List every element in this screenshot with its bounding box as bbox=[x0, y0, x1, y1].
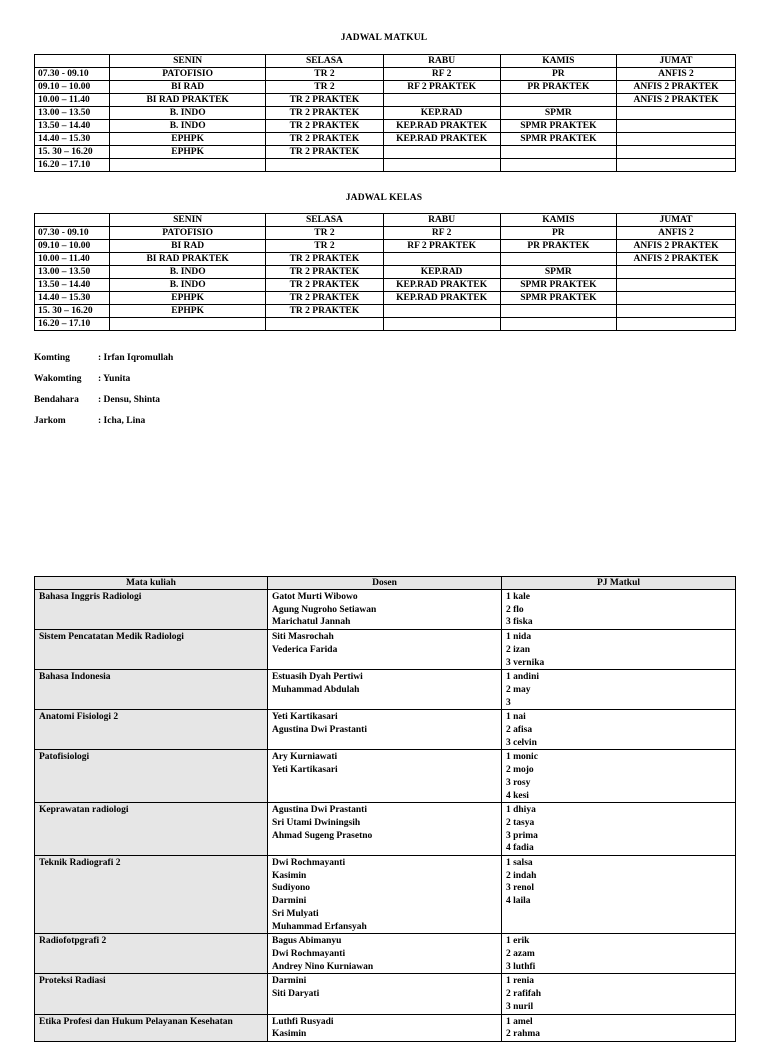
lecturer-name: Marichatul Jannah bbox=[271, 617, 351, 628]
schedule-cell: RF 2 bbox=[383, 227, 500, 240]
lecturer-name: Darmini bbox=[271, 976, 307, 987]
schedule-cell: ANFIS 2 bbox=[616, 227, 735, 240]
pj-entry: 2 izan bbox=[505, 644, 530, 655]
schedule-header-row bbox=[35, 214, 736, 227]
schedule-cell: TR 2 PRAKTEK bbox=[266, 292, 383, 305]
schedule-row bbox=[35, 120, 736, 133]
time-slot: 16.20 – 17.10 bbox=[35, 318, 110, 331]
pj-entry: 3 vernika bbox=[505, 657, 545, 668]
schedule-cell bbox=[616, 318, 735, 331]
schedule-cell: KEP.RAD bbox=[383, 266, 500, 279]
schedule-cell bbox=[109, 159, 265, 172]
lecturer-name: Andrey Nino Kurniawan bbox=[271, 961, 374, 972]
jadwal-kelas-table bbox=[34, 213, 736, 331]
officer-name: : Yunita bbox=[98, 374, 131, 384]
schedule-cell bbox=[616, 279, 735, 292]
pj-entry: 3 luthfi bbox=[505, 961, 536, 972]
time-slot: 09.10 – 10.00 bbox=[35, 81, 110, 94]
pj-entry: 2 tasya bbox=[505, 817, 535, 828]
pj-list bbox=[501, 590, 735, 630]
course-row bbox=[35, 803, 736, 856]
day-header: SELASA bbox=[266, 55, 383, 68]
lecturer-name: Yeti Kartikasari bbox=[271, 712, 338, 723]
pj-entry: 3 fiska bbox=[505, 617, 533, 628]
schedule-cell bbox=[500, 146, 616, 159]
schedule-cell: TR 2 PRAKTEK bbox=[266, 305, 383, 318]
officer-row bbox=[34, 416, 173, 437]
schedule-cell: PR PRAKTEK bbox=[500, 81, 616, 94]
schedule-cell bbox=[500, 253, 616, 266]
schedule-cell: TR 2 PRAKTEK bbox=[266, 266, 383, 279]
schedule-cell bbox=[383, 159, 500, 172]
lecturer-list bbox=[267, 974, 501, 1014]
course-row bbox=[35, 974, 736, 1014]
lecturer-name: Agustina Dwi Prastanti bbox=[271, 725, 367, 736]
jadwal-matkul-title: JADWAL MATKUL bbox=[340, 33, 428, 43]
schedule-cell: ANFIS 2 PRAKTEK bbox=[616, 240, 735, 253]
schedule-cell bbox=[383, 318, 500, 331]
schedule-cell: SPMR PRAKTEK bbox=[500, 133, 616, 146]
officer-name: : Irfan Iqromullah bbox=[98, 353, 174, 363]
time-slot: 15. 30 – 16.20 bbox=[35, 305, 110, 318]
schedule-row bbox=[35, 68, 736, 81]
schedule-row bbox=[35, 266, 736, 279]
pj-entry: 2 afisa bbox=[505, 725, 533, 736]
schedule-row bbox=[35, 81, 736, 94]
pj-entry: 3 nuril bbox=[505, 1001, 534, 1012]
lecturer-list bbox=[267, 934, 501, 974]
time-slot: 15. 30 – 16.20 bbox=[35, 146, 110, 159]
course-row bbox=[35, 710, 736, 750]
day-header: KAMIS bbox=[500, 55, 616, 68]
schedule-cell: BI RAD bbox=[109, 81, 265, 94]
course-column-header: PJ Matkul bbox=[501, 577, 735, 590]
schedule-cell bbox=[383, 94, 500, 107]
lecturer-list bbox=[267, 1014, 501, 1041]
schedule-row bbox=[35, 159, 736, 172]
pj-entry: 1 dhiya bbox=[505, 805, 536, 816]
pj-list bbox=[501, 974, 735, 1014]
lecturer-name: Darmini bbox=[271, 896, 307, 907]
schedule-row bbox=[35, 305, 736, 318]
schedule-cell: PATOFISIO bbox=[109, 227, 265, 240]
pj-entry: 1 nida bbox=[505, 632, 532, 643]
lecturer-name: Dwi Rochmayanti bbox=[271, 948, 346, 959]
lecturer-name: Dwi Rochmayanti bbox=[271, 858, 346, 869]
day-header: JUMAT bbox=[616, 55, 735, 68]
schedule-cell: KEP.RAD PRAKTEK bbox=[383, 120, 500, 133]
schedule-cell bbox=[383, 253, 500, 266]
pj-entry: 1 amel bbox=[505, 1016, 533, 1027]
schedule-cell bbox=[616, 107, 735, 120]
schedule-cell bbox=[266, 318, 383, 331]
officer-role: Wakomting bbox=[34, 374, 82, 384]
pj-list bbox=[501, 710, 735, 750]
pj-list bbox=[501, 1014, 735, 1041]
time-slot: 07.30 - 09.10 bbox=[35, 227, 110, 240]
schedule-row bbox=[35, 318, 736, 331]
lecturer-name: Ary Kurniawati bbox=[271, 752, 338, 763]
schedule-cell: TR 2 bbox=[266, 81, 383, 94]
officer-row bbox=[34, 374, 173, 395]
schedule-cell: TR 2 bbox=[266, 68, 383, 81]
course-name: Teknik Radiografi 2 bbox=[35, 856, 268, 934]
schedule-cell: KEP.RAD PRAKTEK bbox=[383, 133, 500, 146]
schedule-cell: B. INDO bbox=[109, 107, 265, 120]
course-row bbox=[35, 934, 736, 974]
time-slot: 14.40 – 15.30 bbox=[35, 292, 110, 305]
schedule-cell: PATOFISIO bbox=[109, 68, 265, 81]
time-slot: 07.30 - 09.10 bbox=[35, 68, 110, 81]
lecturer-name: Gatot Murti Wibowo bbox=[271, 592, 358, 602]
lecturer-name: Agustina Dwi Prastanti bbox=[271, 805, 367, 816]
course-row bbox=[35, 856, 736, 934]
lecturer-name: Vederica Farida bbox=[271, 644, 338, 655]
course-column-header: Mata kuliah bbox=[35, 577, 268, 590]
schedule-row bbox=[35, 146, 736, 159]
schedule-cell: EPHPK bbox=[109, 146, 265, 159]
time-slot: 13.50 – 14.40 bbox=[35, 279, 110, 292]
lecturer-name: Sri Utami Dwiningsih bbox=[271, 817, 361, 828]
lecturer-name: Muhammad Erfansyah bbox=[271, 921, 367, 932]
course-name: Etika Profesi dan Hukum Pelayanan Kesehatan bbox=[35, 1014, 268, 1041]
time-slot: 14.40 – 15.30 bbox=[35, 133, 110, 146]
schedule-cell bbox=[500, 318, 616, 331]
schedule-row bbox=[35, 227, 736, 240]
schedule-cell: EPHPK bbox=[109, 292, 265, 305]
pj-entry: 2 mojo bbox=[505, 765, 534, 776]
schedule-cell: TR 2 PRAKTEK bbox=[266, 107, 383, 120]
lecturer-name: Siti Masrochah bbox=[271, 632, 334, 643]
pj-entry: 3 rosy bbox=[505, 777, 531, 788]
time-slot: 09.10 – 10.00 bbox=[35, 240, 110, 253]
officer-role: Komting bbox=[34, 353, 70, 363]
schedule-header-row bbox=[35, 55, 736, 68]
schedule-cell: TR 2 PRAKTEK bbox=[266, 253, 383, 266]
schedule-cell bbox=[616, 133, 735, 146]
pj-entry: 2 indah bbox=[505, 870, 537, 881]
schedule-cell: TR 2 PRAKTEK bbox=[266, 94, 383, 107]
schedule-cell: KEP.RAD bbox=[383, 107, 500, 120]
schedule-cell: B. INDO bbox=[109, 279, 265, 292]
lecturer-list bbox=[267, 630, 501, 670]
pj-entry: 4 fadia bbox=[505, 843, 534, 854]
schedule-cell bbox=[266, 159, 383, 172]
pj-list bbox=[501, 803, 735, 856]
jadwal-kelas-title: JADWAL KELAS bbox=[345, 193, 423, 203]
schedule-cell: TR 2 bbox=[266, 240, 383, 253]
officer-name: : Icha, Lina bbox=[98, 416, 146, 426]
course-header-row bbox=[35, 577, 736, 590]
schedule-cell: TR 2 PRAKTEK bbox=[266, 133, 383, 146]
course-name: Bahasa Inggris Radiologi bbox=[35, 590, 268, 630]
pj-entry: 1 renia bbox=[505, 976, 535, 987]
schedule-cell bbox=[500, 94, 616, 107]
schedule-cell: TR 2 bbox=[266, 227, 383, 240]
lecturer-name: Muhammad Abdulah bbox=[271, 684, 360, 695]
pj-entry: 1 andini bbox=[505, 672, 539, 683]
schedule-row bbox=[35, 292, 736, 305]
course-name: Anatomi Fisiologi 2 bbox=[35, 710, 268, 750]
schedule-cell bbox=[616, 120, 735, 133]
schedule-cell: ANFIS 2 bbox=[616, 68, 735, 81]
pj-entry: 1 nai bbox=[505, 712, 526, 723]
schedule-cell bbox=[616, 146, 735, 159]
schedule-cell bbox=[383, 305, 500, 318]
schedule-cell: SPMR bbox=[500, 266, 616, 279]
schedule-cell: PR PRAKTEK bbox=[500, 240, 616, 253]
day-header: RABU bbox=[383, 214, 500, 227]
day-header: RABU bbox=[383, 55, 500, 68]
time-slot: 13.50 – 14.40 bbox=[35, 120, 110, 133]
schedule-cell bbox=[109, 318, 265, 331]
course-name: Bahasa Indonesia bbox=[35, 670, 268, 710]
pj-entry: 4 laila bbox=[505, 896, 531, 907]
day-header: KAMIS bbox=[500, 214, 616, 227]
day-header: SENIN bbox=[109, 55, 265, 68]
schedule-cell: RF 2 bbox=[383, 68, 500, 81]
course-row bbox=[35, 630, 736, 670]
officer-row bbox=[34, 395, 173, 416]
pj-entry: 3 celvin bbox=[505, 737, 537, 748]
pj-entry: 4 kesi bbox=[505, 790, 529, 801]
lecturer-list bbox=[267, 856, 501, 934]
pj-entry: 1 salsa bbox=[505, 858, 533, 869]
pj-entry: 2 rafifah bbox=[505, 989, 542, 1000]
pj-entry: 1 kale bbox=[505, 592, 530, 602]
pj-entry: 1 erik bbox=[505, 936, 530, 947]
schedule-cell: PR bbox=[500, 227, 616, 240]
course-lecturer-table bbox=[34, 576, 736, 1042]
lecturer-name: Estuasih Dyah Pertiwi bbox=[271, 672, 363, 683]
pj-entry: 2 flo bbox=[505, 604, 524, 615]
lecturer-name: Siti Daryati bbox=[271, 989, 320, 1000]
jadwal-matkul-table bbox=[34, 54, 736, 172]
schedule-cell: SPMR PRAKTEK bbox=[500, 120, 616, 133]
lecturer-list bbox=[267, 710, 501, 750]
lecturer-name: Agung Nugroho Setiawan bbox=[271, 604, 377, 615]
schedule-row bbox=[35, 94, 736, 107]
course-row bbox=[35, 1014, 736, 1041]
course-row bbox=[35, 750, 736, 803]
schedule-cell: ANFIS 2 PRAKTEK bbox=[616, 94, 735, 107]
pj-entry: 3 prima bbox=[505, 830, 538, 841]
lecturer-name: Luthfi Rusyadi bbox=[271, 1016, 334, 1027]
schedule-cell bbox=[500, 159, 616, 172]
schedule-cell: SPMR PRAKTEK bbox=[500, 292, 616, 305]
schedule-cell: TR 2 PRAKTEK bbox=[266, 120, 383, 133]
schedule-row bbox=[35, 279, 736, 292]
schedule-row bbox=[35, 253, 736, 266]
lecturer-name: Yeti Kartikasari bbox=[271, 765, 338, 776]
schedule-cell: EPHPK bbox=[109, 133, 265, 146]
lecturer-list bbox=[267, 670, 501, 710]
lecturer-name: Kasimin bbox=[271, 1029, 307, 1040]
pj-entry: 2 may bbox=[505, 684, 531, 695]
course-column-header: Dosen bbox=[267, 577, 501, 590]
schedule-cell: KEP.RAD PRAKTEK bbox=[383, 292, 500, 305]
day-header: SELASA bbox=[266, 214, 383, 227]
pj-list bbox=[501, 750, 735, 803]
schedule-cell: RF 2 PRAKTEK bbox=[383, 81, 500, 94]
schedule-cell bbox=[616, 305, 735, 318]
schedule-row bbox=[35, 107, 736, 120]
pj-entry: 2 rahma bbox=[505, 1029, 541, 1040]
pj-list bbox=[501, 670, 735, 710]
lecturer-name: Bagus Abimanyu bbox=[271, 936, 342, 947]
pj-list bbox=[501, 856, 735, 934]
day-header: SENIN bbox=[109, 214, 265, 227]
officer-row bbox=[34, 353, 173, 374]
day-header: JUMAT bbox=[616, 214, 735, 227]
officer-role: Jarkom bbox=[34, 416, 66, 426]
time-column-header bbox=[35, 214, 110, 227]
time-slot: 16.20 – 17.10 bbox=[35, 159, 110, 172]
time-slot: 10.00 – 11.40 bbox=[35, 94, 110, 107]
schedule-cell: BI RAD PRAKTEK bbox=[109, 94, 265, 107]
lecturer-name: Kasimin bbox=[271, 870, 307, 881]
schedule-cell: RF 2 PRAKTEK bbox=[383, 240, 500, 253]
schedule-cell: EPHPK bbox=[109, 305, 265, 318]
schedule-cell: ANFIS 2 PRAKTEK bbox=[616, 253, 735, 266]
schedule-cell: KEP.RAD PRAKTEK bbox=[383, 279, 500, 292]
course-row bbox=[35, 670, 736, 710]
lecturer-list bbox=[267, 750, 501, 803]
schedule-cell: B. INDO bbox=[109, 120, 265, 133]
schedule-cell: SPMR bbox=[500, 107, 616, 120]
lecturer-name: Sudiyono bbox=[271, 883, 311, 894]
lecturer-list bbox=[267, 803, 501, 856]
schedule-row bbox=[35, 240, 736, 253]
schedule-cell: ANFIS 2 PRAKTEK bbox=[616, 81, 735, 94]
schedule-cell bbox=[616, 292, 735, 305]
time-column-header bbox=[35, 55, 110, 68]
course-name: Radiofotpgrafi 2 bbox=[35, 934, 268, 974]
schedule-cell: TR 2 PRAKTEK bbox=[266, 146, 383, 159]
lecturer-name: Ahmad Sugeng Prasetno bbox=[271, 830, 373, 841]
time-slot: 10.00 – 11.40 bbox=[35, 253, 110, 266]
pj-list bbox=[501, 630, 735, 670]
schedule-cell: BI RAD bbox=[109, 240, 265, 253]
schedule-cell: PR bbox=[500, 68, 616, 81]
course-row bbox=[35, 590, 736, 630]
pj-list bbox=[501, 934, 735, 974]
schedule-cell: BI RAD PRAKTEK bbox=[109, 253, 265, 266]
schedule-cell bbox=[616, 159, 735, 172]
class-officers bbox=[34, 353, 173, 437]
course-name: Sistem Pencatatan Medik Radiologi bbox=[35, 630, 268, 670]
course-name: Keprawatan radiologi bbox=[35, 803, 268, 856]
pj-entry: 1 monic bbox=[505, 752, 538, 763]
schedule-cell: B. INDO bbox=[109, 266, 265, 279]
lecturer-list bbox=[267, 590, 501, 630]
schedule-cell bbox=[500, 305, 616, 318]
pj-entry: 3 renol bbox=[505, 883, 535, 894]
pj-entry: 3 bbox=[505, 697, 511, 708]
course-name: Patofisiologi bbox=[35, 750, 268, 803]
schedule-row bbox=[35, 133, 736, 146]
schedule-cell bbox=[383, 146, 500, 159]
pj-entry: 2 azam bbox=[505, 948, 535, 959]
schedule-cell: SPMR PRAKTEK bbox=[500, 279, 616, 292]
officer-name: : Densu, Shinta bbox=[98, 395, 161, 405]
time-slot: 13.00 – 13.50 bbox=[35, 107, 110, 120]
schedule-cell: TR 2 PRAKTEK bbox=[266, 279, 383, 292]
officer-role: Bendahara bbox=[34, 395, 79, 405]
lecturer-name: Sri Mulyati bbox=[271, 908, 319, 919]
time-slot: 13.00 – 13.50 bbox=[35, 266, 110, 279]
schedule-cell bbox=[616, 266, 735, 279]
course-name: Proteksi Radiasi bbox=[35, 974, 268, 1014]
